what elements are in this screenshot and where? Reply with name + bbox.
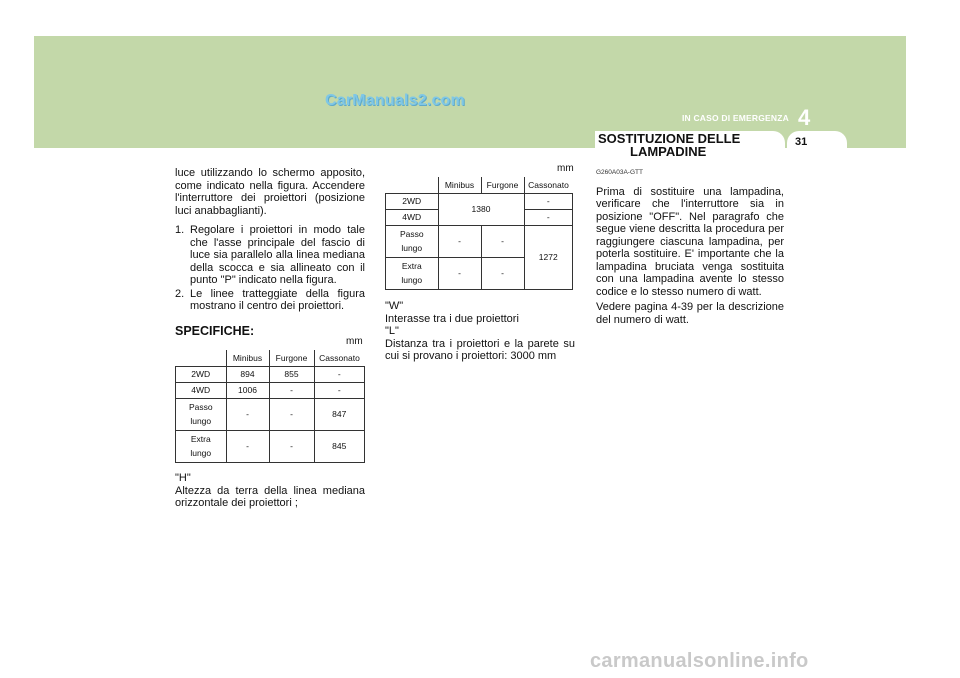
- table-row: 4WD 1006 - -: [176, 382, 365, 398]
- table-row: 2WD 894 855 -: [176, 366, 365, 382]
- steps-list: [175, 224, 365, 313]
- h-description: Altezza da terra della linea mediana orizzontale dei proiettori ;: [175, 484, 365, 509]
- w-description: Interasse tra i due proiettori: [385, 312, 519, 325]
- unit-label-middle: mm: [557, 163, 574, 174]
- section-code: G260A03A-GTT: [596, 169, 643, 176]
- h-label: "H": [175, 472, 191, 484]
- page-title: [598, 132, 778, 158]
- chapter-number: 4: [798, 105, 811, 130]
- footer-watermark[interactable]: carmanualsonline.info: [590, 650, 809, 672]
- right-paragraph-2: Vedere pagina 4-39 per la descrizione del numero di watt.: [596, 301, 784, 326]
- right-column: [596, 167, 784, 329]
- watermark-link[interactable]: CarManuals2.com: [325, 92, 465, 109]
- page-number: 31: [795, 136, 808, 148]
- table-row: Extra lungo - -: [386, 257, 573, 289]
- table-row: Passo lungo - - 847: [176, 398, 365, 430]
- section-title: IN CASO DI EMERGENZA: [682, 113, 789, 123]
- intro-paragraph: luce utilizzando lo schermo apposito, come indicato nella figura. Accendere l'interruttore dei proiettori (posizione luci anabbaglianti).: [175, 167, 365, 217]
- table-row: 2WD 1380 -: [386, 193, 573, 209]
- table-row: Extra lungo - - 845: [176, 430, 365, 462]
- list-item: 1. Regolare i proiettori in modo tale che l'asse principale del fascio di luce sia parallelo alla linea mediana della scocca e sia allineato con il punto "P" indicato nella figura.: [175, 224, 365, 286]
- unit-label-left: mm: [346, 336, 363, 347]
- specs-heading: SPECIFICHE:: [175, 323, 255, 338]
- l-description: Distanza tra i proiettori e la parete su cui si provano i proiettori: 3000 mm: [385, 337, 575, 362]
- page-title-line2: LAMPADINE: [630, 144, 707, 159]
- w-label: "W": [385, 300, 404, 312]
- table-row: 4WD -: [386, 209, 573, 225]
- list-item: 2. Le linee tratteggiate della figura mostrano il centro dei proiettori.: [175, 287, 365, 312]
- page-title-line1: SOSTITUZIONE DELLE: [598, 131, 741, 146]
- table-row: Passo lungo - - 1272: [386, 225, 573, 257]
- spec-table-w: Minibus Furgone Cassonato 2WD 1380 - 4WD - Passo lungo - - 1272 Extra lungo - -: [385, 177, 573, 290]
- wl-definitions: [385, 300, 575, 363]
- l-label: "L": [385, 325, 399, 337]
- right-paragraph-1: Prima di sostituire una lampadina, verificare che l'interruttore sia in posizione "OFF". Nel paragrafo che segue viene descritta la procedura per raggiungere ciascuna lampadina, per poterla sostituire. E' importante che la lampadina bruciata venga sostituita con una lampadina avente lo stesso codice e lo stesso numero di watt.: [596, 185, 784, 298]
- left-column: [175, 167, 365, 341]
- h-definition: [175, 472, 365, 510]
- page-number-tab: [787, 131, 847, 153]
- spec-table-h: Minibus Furgone Cassonato 2WD 894 855 - 4WD 1006 - - Passo lungo - - 847 Extra lungo - - 845: [175, 350, 365, 463]
